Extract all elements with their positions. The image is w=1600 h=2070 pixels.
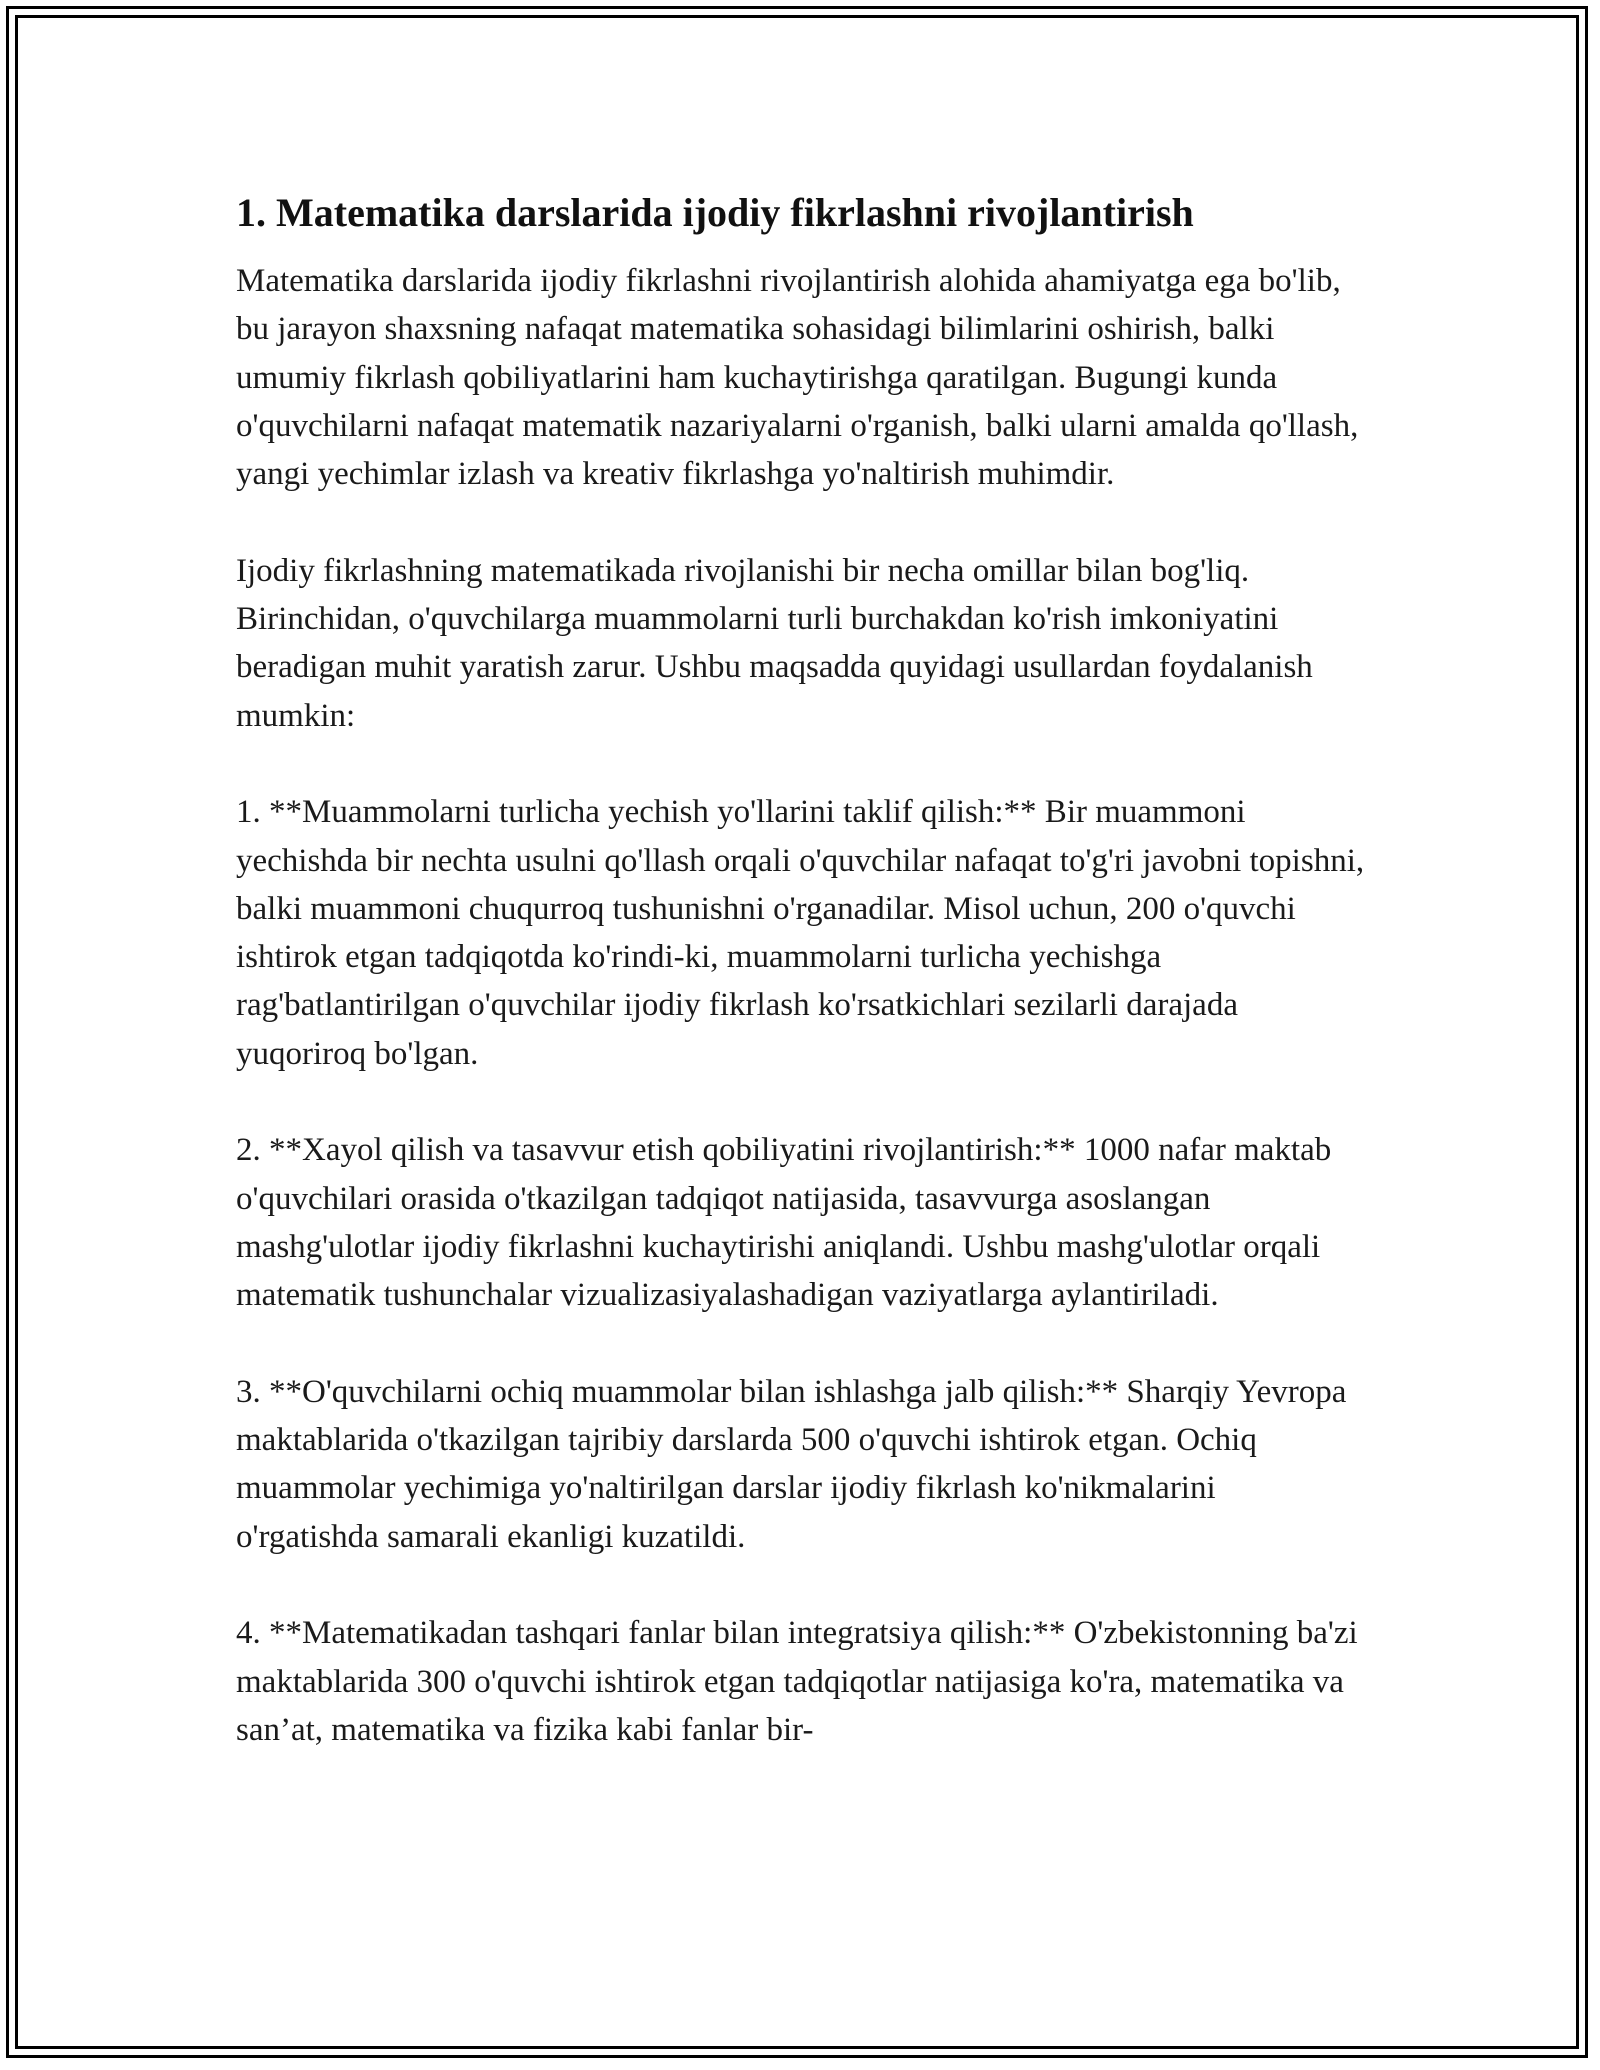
paragraph-factors: Ijodiy fikrlashning matematikada rivojlanishi bir necha omillar bilan bog'liq. Birinchidan, o'quvchilarga muammolarni turli burchakdan ko'rish imkoniyatini beradigan muhit yaratish zarur. Ushbu maqsadda quyidagi usullardan foydalanish mumkin:: [236, 552, 1313, 734]
paragraph-item-4: 4. **Matematikadan tashqari fanlar bilan integratsiya qilish:** O'zbekistonning ba'zi maktablarida 300 o'quvchi ishtirok etgan tadqiqotlar natijasiga ko'ra, matematika va san’at, matematika va fizika kabi fanlar bir-: [236, 1615, 1358, 1748]
paragraph-item-2: 2. **Xayol qilish va tasavvur etish qobiliyatini rivojlantirish:** 1000 nafar maktab o'quvchilari orasida o'tkazilgan tadqiqot natijasida, tasavvurga asoslangan mashg'ulotlar ijodiy fikrlashni kuchaytirishi aniqlandi. Ushbu mashg'ulotlar orqali matematik tushunchalar vizualizasiyalashadigan vaziyatlarga aylantiriladi.: [236, 1132, 1332, 1314]
paragraph-intro: Matematika darslarida ijodiy fikrlashni rivojlantirish alohida ahamiyatga ega bo'lib, bu jarayon shaxsning nafaqat matematika sohasidagi bilimlarini oshirish, balki umumiy fikrlash qobiliyatlarini ham kuchaytirishga qaratilgan. Bugungi kunda o'quvchilarni nafaqat matematik nazariyalarni o'rganish, balki ularni amalda qo'llash, yangi yechimlar izlash va kreativ fikrlashga yo'naltirish muhimdir.: [236, 263, 1359, 493]
document-body: [236, 187, 1366, 1754]
paragraph-item-1: 1. **Muammolarni turlicha yechish yo'llarini taklif qilish:** Bir muammoni yechishda bir nechta usulni qo'llash orqali o'quvchilar nafaqat to'g'ri javobni topishni, balki muammoni chuqurroq tushunishni o'rganadilar. Misol uchun, 200 o'quvchi ishtirok etgan tadqiqotda ko'rindi-ki, muammolarni turlicha yechishga rag'batlantirilgan o'quvchilar ijodiy fikrlash ko'rsatkichlari sezilarli darajada yuqoriroq bo'lgan.: [236, 794, 1365, 1072]
paragraph-item-3: 3. **O'quvchilarni ochiq muammolar bilan ishlashga jalb qilish:** Sharqiy Yevropa maktablarida o'tkazilgan tajribiy darslarda 500 o'quvchi ishtirok etgan. Ochiq muammolar yechimiga yo'naltirilgan darslar ijodiy fikrlash ko'nikmalarini o'rgatishda samarali ekanligi kuzatildi.: [236, 1373, 1347, 1555]
section-heading: 1. Matematika darslarida ijodiy fikrlashni rivojlantirish: [236, 190, 1194, 235]
